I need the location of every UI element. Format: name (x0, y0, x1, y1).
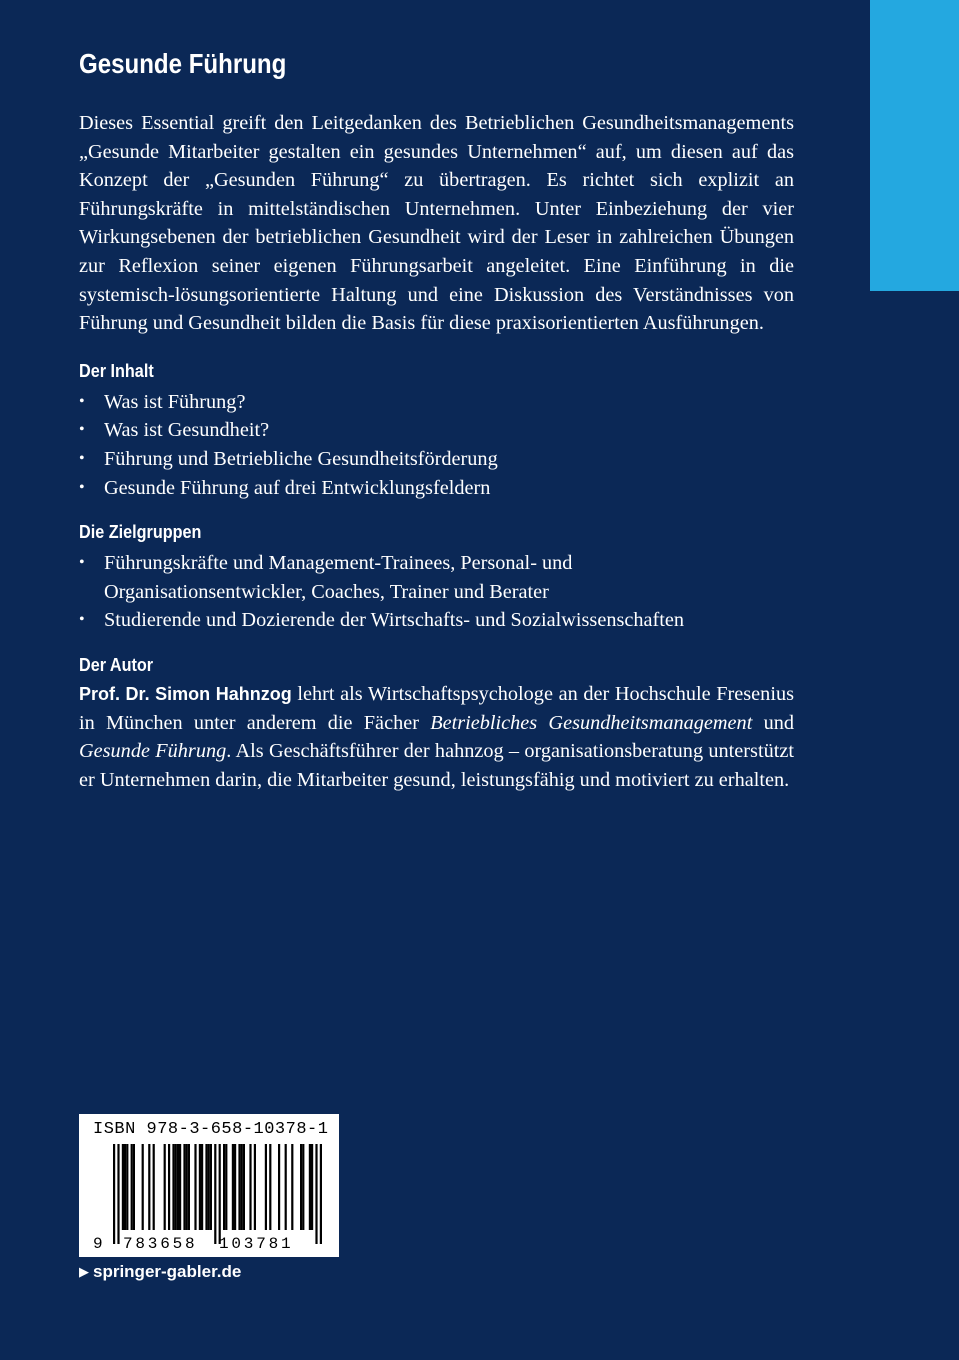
author-bio (79, 680, 794, 794)
barcode-bar (269, 1144, 271, 1230)
barcode-bar (153, 1144, 155, 1230)
barcode-bar (199, 1144, 201, 1230)
isbn-label: ISBN 978-3-658-10378-1 (93, 1120, 329, 1139)
barcode-bar (113, 1144, 115, 1244)
barcode-bar (194, 1144, 196, 1230)
barcode-digit: 783658 (123, 1235, 198, 1253)
barcode-bar (168, 1144, 170, 1230)
barcode-bar (223, 1144, 225, 1230)
barcode-bar (302, 1144, 304, 1230)
list-item: • Führungskräfte und Management-Trainees, Personal- und Organisationsentwickler, Coaches, Trainer und Berater (79, 549, 624, 606)
barcode-bar (208, 1144, 210, 1230)
barcode-bar (291, 1144, 293, 1230)
barcode-bar (320, 1144, 322, 1244)
website-label: springer-gabler.de (93, 1262, 242, 1281)
list-item: • Was ist Führung? (79, 388, 794, 417)
contents-heading: Der Inhalt (79, 360, 154, 381)
author-text: . Als Geschäftsführer der hahnzog – organisationsberatung unterstützt er Unternehmen darin, die Mitarbeiter gesund, leistungsfähig und motiviert zu erhalten. (79, 740, 794, 791)
barcode-bar (254, 1144, 256, 1230)
barcode-bar (219, 1144, 221, 1244)
barcode-bar (300, 1144, 302, 1230)
barcode-bar (238, 1144, 240, 1230)
barcode-bar (188, 1144, 190, 1230)
barcode-bar (243, 1144, 245, 1230)
barcode-bar (131, 1144, 133, 1230)
barcode-bar (179, 1144, 181, 1230)
audience-heading: Die Zielgruppen (79, 522, 202, 543)
barcode-bar (232, 1144, 234, 1230)
barcode-digit: 103781 (219, 1235, 294, 1253)
barcode-bar (249, 1144, 251, 1230)
list-item: • Was ist Gesundheit? (79, 416, 794, 445)
barcode-bar (124, 1144, 126, 1230)
barcode-bar (315, 1144, 317, 1244)
barcode-bar (234, 1144, 236, 1230)
intro-paragraph: Dieses Essential greift den Leitgedanken des Betrieblichen Gesundheitsmanagements „Gesunde Mitarbeiter gestalten ein gesundes Unternehmen“ auf, um diesen auf das Konzept der „Gesunden Führung“ zu übertragen. Es richtet sich explizit an Führungskräfte in mittelständischen Unternehmen. Unter Einbeziehung der vier Wirkungsebenen der betrieblichen Gesundheit wird der Leser in zahlreichen Übungen zur Reflexion seiner eigenen Führungsarbeit angeleitet. Eine Einführung in die systemisch-lösungsorientierte Haltung und eine Diskussion des Verständnisses von Führung und Gesundheit bilden die Basis für diese praxisorientierten Ausführungen. (79, 112, 794, 335)
barcode-bar (183, 1144, 185, 1230)
author-text: und (752, 711, 794, 734)
barcode-digit: 9 (93, 1235, 103, 1253)
barcode-bar (133, 1144, 135, 1230)
arrow-right-icon: ▶ (79, 1264, 89, 1279)
barcode-bar (142, 1144, 144, 1230)
barcode-bar (278, 1144, 280, 1230)
barcode-bar (117, 1144, 119, 1244)
author-subject: Betriebliches Gesundheitsmanagement (430, 711, 753, 734)
author-heading: Der Autor (79, 654, 154, 675)
barcode-bar (311, 1144, 313, 1230)
publisher-website[interactable] (79, 1262, 241, 1282)
back-cover-content (79, 44, 794, 794)
barcode-bar (122, 1144, 124, 1230)
accent-bar (870, 0, 959, 291)
barcode-bar (205, 1144, 207, 1230)
barcode-bar (201, 1144, 203, 1230)
barcode-bar (285, 1144, 287, 1230)
book-title: Gesunde Führung (79, 48, 287, 79)
barcode-bar (265, 1144, 267, 1230)
list-item: • Gesunde Führung auf drei Entwicklungsfeldern (79, 474, 794, 503)
barcode-bar (126, 1144, 128, 1230)
author-name: Prof. Dr. Simon Hahnzog (79, 683, 292, 704)
barcode-bar (309, 1144, 311, 1230)
contents-list (79, 388, 794, 502)
barcode-bar (175, 1144, 177, 1230)
author-text: lehrt als Wirtschaftspsychologe an der Hochschule Fresenius in München unter anderem die Fächer (79, 682, 794, 734)
author-subject: Gesunde Führung (79, 740, 227, 763)
list-item: • Studierende und Dozierende der Wirtschafts- und Sozialwissenschaften (79, 606, 794, 635)
barcode-bar (177, 1144, 179, 1230)
barcode-image (79, 1114, 339, 1257)
barcode-bar (186, 1144, 188, 1230)
list-item: • Führung und Betriebliche Gesundheitsförderung (79, 445, 794, 474)
barcode-bar (172, 1144, 174, 1230)
barcode-bar (210, 1144, 212, 1230)
barcode-bar (164, 1144, 166, 1230)
barcode-bar (148, 1144, 150, 1230)
barcode-bar (214, 1144, 216, 1244)
barcode-bar (241, 1144, 243, 1230)
audience-list (79, 549, 794, 635)
barcode-bar (225, 1144, 227, 1230)
isbn-barcode (79, 1114, 339, 1257)
